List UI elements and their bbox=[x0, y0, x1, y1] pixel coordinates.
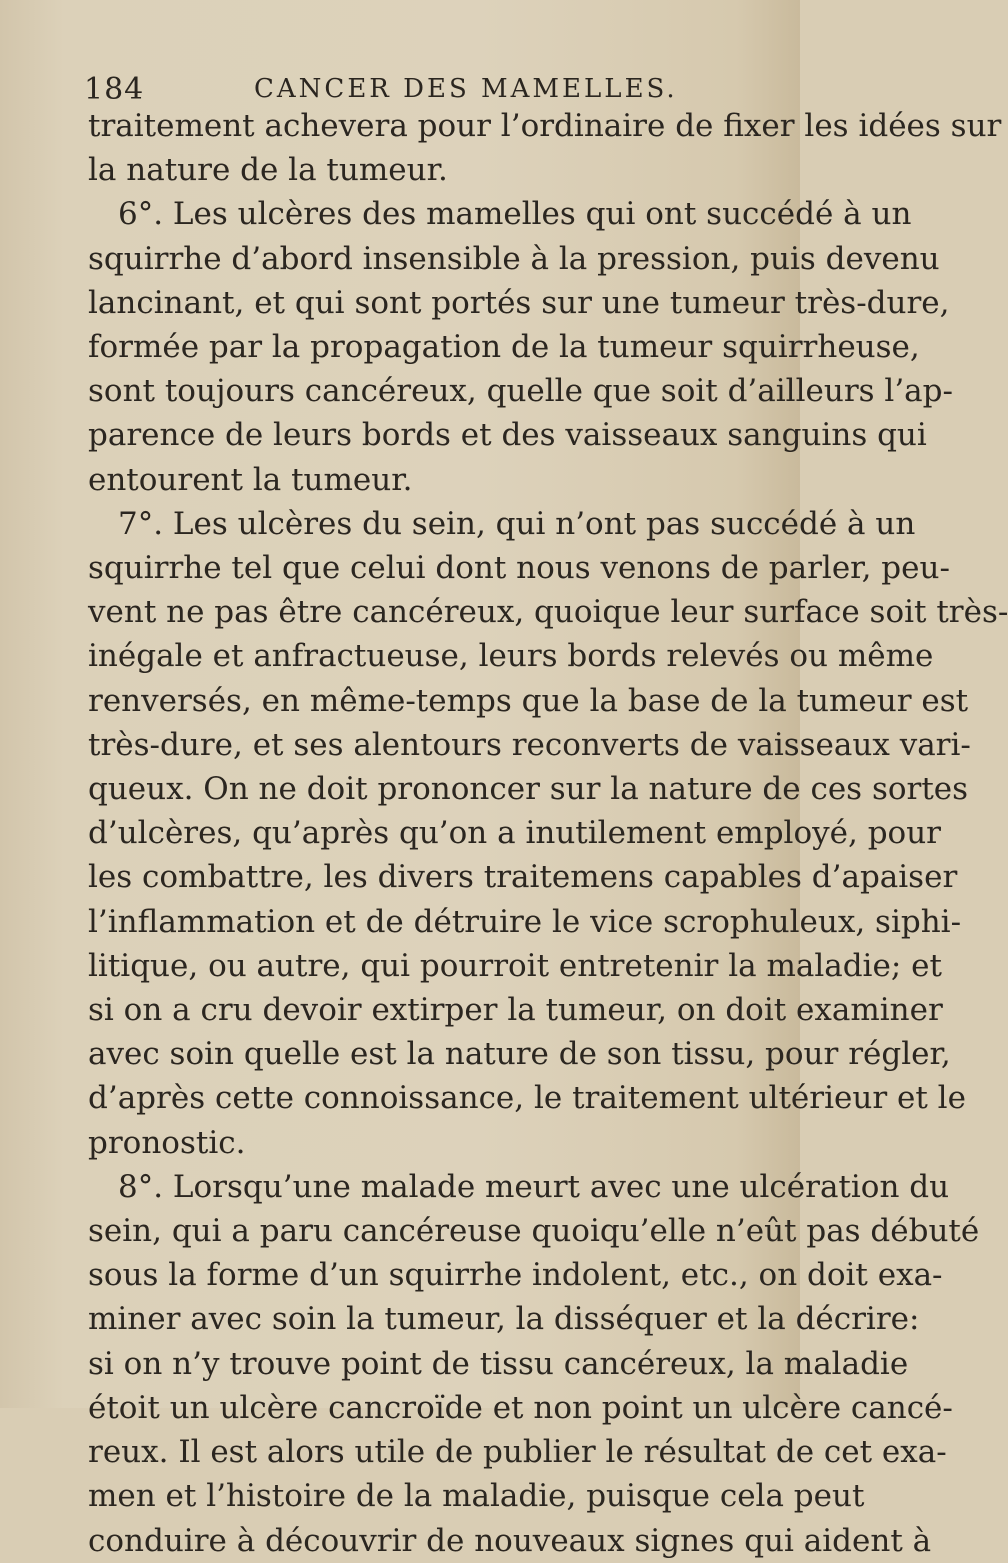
text-line: sein, qui a paru cancéreuse quoiqu’elle n’eût pas débuté bbox=[88, 1213, 980, 1250]
text-line: traitement achevera pour l’ordinaire de fixer les idées sur bbox=[88, 108, 1002, 144]
page-number: 184 bbox=[84, 72, 145, 107]
text-line: pronostic. bbox=[88, 1124, 246, 1161]
text-line: vent ne pas être cancéreux, quoique leur surface soit très- bbox=[88, 594, 1008, 631]
text-line: sont toujours cancéreux, quelle que soit d’ailleurs l’ap- bbox=[88, 373, 953, 410]
text-line: conduire à découvrir de nouveaux signes qui aident à bbox=[88, 1522, 932, 1559]
text-line: sous la forme d’un squirrhe indolent, etc., on doit exa- bbox=[88, 1257, 943, 1294]
text-line: 8°. Lorsqu’une malade meurt avec une ulcération du bbox=[118, 1168, 950, 1205]
text-line: si on a cru devoir extirper la tumeur, on doit examiner bbox=[88, 992, 943, 1029]
text-line: miner avec soin la tumeur, la disséquer et la décrire: bbox=[88, 1301, 920, 1338]
text-line: queux. On ne doit prononcer sur la nature de ces sortes bbox=[88, 771, 969, 808]
text-line: la nature de la tumeur. bbox=[88, 152, 448, 189]
text-line: formée par la propagation de la tumeur squirrheuse, bbox=[88, 329, 920, 366]
text-line: entourent la tumeur. bbox=[88, 461, 413, 498]
text-line: très-dure, et ses alentours reconverts de vaisseaux vari- bbox=[88, 726, 971, 763]
body-text bbox=[88, 104, 1008, 1563]
text-line: reux. Il est alors utile de publier le résultat de cet exa- bbox=[88, 1434, 947, 1471]
text-line: lancinant, et qui sont portés sur une tumeur très-dure, bbox=[88, 284, 950, 321]
text-line: renversés, en même-temps que la base de la tumeur est bbox=[88, 682, 969, 719]
text-line: inégale et anfractueuse, leurs bords relevés ou même bbox=[88, 638, 934, 675]
text-line: 6°. Les ulcères des mamelles qui ont succédé à un bbox=[118, 196, 912, 233]
text-line: men et l’histoire de la maladie, puisque cela peut bbox=[88, 1478, 865, 1515]
text-line: squirrhe d’abord insensible à la pression, puis devenu bbox=[88, 240, 940, 277]
text-line: d’après cette connoissance, le traitement ultérieur et le bbox=[88, 1080, 966, 1117]
text-line: squirrhe tel que celui dont nous venons de parler, peu- bbox=[88, 550, 950, 587]
text-line: 7°. Les ulcères du sein, qui n’ont pas succédé à un bbox=[118, 505, 916, 542]
running-title: CANCER DES MAMELLES. bbox=[254, 74, 678, 104]
text-line: avec soin quelle est la nature de son tissu, pour régler, bbox=[88, 1036, 951, 1073]
text-line: l’inflammation et de détruire le vice scrophuleux, siphi- bbox=[88, 903, 962, 940]
text-line: parence de leurs bords et des vaisseaux sanguins qui bbox=[88, 417, 927, 454]
text-line: étoit un ulcère cancroïde et non point un ulcère cancé- bbox=[88, 1389, 953, 1426]
text-line: si on n’y trouve point de tissu cancéreux, la maladie bbox=[88, 1345, 909, 1382]
text-line: litique, ou autre, qui pourroit entretenir la maladie; et bbox=[88, 947, 942, 984]
text-line: d’ulcères, qu’après qu’on a inutilement employé, pour bbox=[88, 815, 941, 852]
text-line: les combattre, les divers traitemens capables d’apaiser bbox=[88, 859, 958, 896]
